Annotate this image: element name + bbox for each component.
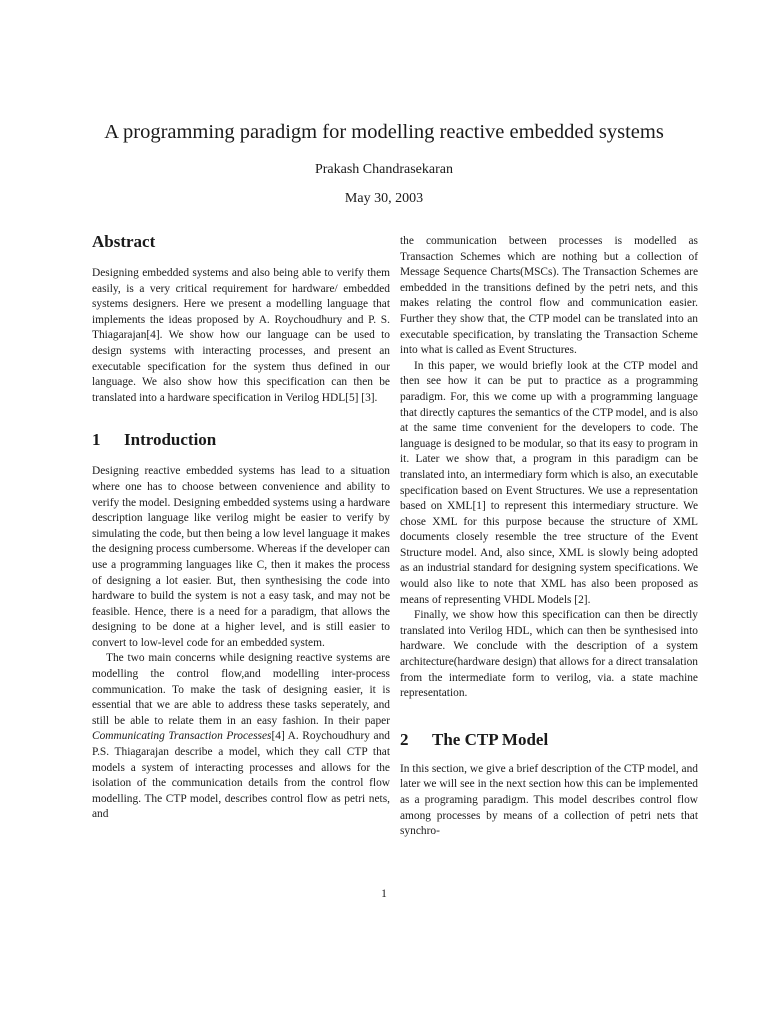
paper-author: Prakash Chandrasekaran [314,162,453,177]
cited-paper-title: Communicating Transaction Processes [92,730,272,743]
intro-paragraph-2-start: The two main concerns while designing reactive systems are modelling the control flow,and modelling inter-process communication. To make the task of designing easier, it is essential that we are able to address these tasks seperately, and still be able to relate them in an easy fashion. In their paper [92,652,390,727]
right-paragraph-2: In this paper, we would briefly look at the CTP model and then see how it can be put to practice as a programming paradigm. For, this we come up with a programming language that directly captures the semantics of the CTP model, and is also at the same time convenient for the developers to code. The language is designed to be modular, so that its easy to program in it. Later we show that, a program in this paradigm can be translated into, an intermediary form which is also, an executable specification based on Event Structures. We use a representation based on XML[1] to represent this intermediary structure. We chose XML for this purpose because the structure of XML documents closely resemble the tree structure of the Event Structure model. And, also since, XML is slowly being adopted as an industrial standard for designing system specifications. We would also like to note that XML has also been proposed as means of representing VHDL Models [2]. [400,359,698,606]
right-paragraph-1: the communication between processes is modelled as Transaction Schemes which are nothing but a collection of Message Sequence Charts(MSCs). The Transaction Schemes are embedded in the transitions defined by the petri nets, and this makes relating the control flow and communication easier. Further they show that, the CTP model can be translated into an executable specification, by translating the Transaction Scheme into what is called as Event Structures. [400,235,698,357]
intro-paragraph-2 [92,651,390,823]
abstract-heading: Abstract [92,232,156,251]
right-column [400,234,698,840]
ctp-paragraph-1: In this section, we give a brief description of the CTP model, and later we will see in the next section how this can be implemented as a programing paradigm. This model describes control flow among processes by means of a collection of petri nets that synchro- [400,762,698,838]
section-2-number: 2 [400,729,409,749]
page-number: 1 [381,888,387,900]
section-2-heading [400,728,698,752]
section-2-title: The CTP Model [432,729,549,749]
section-1-heading [92,428,390,452]
abstract-text: Designing embedded systems and also being able to verify them easily, is a very critical requirement for hardware/ embedded systems designers. Here we present a modelling language that implements the ideas proposed by A. Roychoudhury and P. S. Thiagarajan[4]. We show how our language can be used to design systems with interacting processes, and present an executable specification for the system thus defined in our language. We also show how this specification can then be translated into a hardware specification in Verilog HDL[5] [3]. [92,267,390,404]
paper-title: A programming paradigm for modelling reactive embedded systems [104,121,664,143]
section-1-number: 1 [92,430,101,450]
paper-date: May 30, 2003 [344,191,424,206]
section-1-title: Introduction [124,430,217,450]
right-paragraph-3: Finally, we show how this specification can then be directly translated into Verilog HDL, which can then be synthesised into hardware. We conclude with the description of a system architecture(hardware design) that allows for a direct transalation from the intermediate form to verilog, via. a state machine representation. [400,609,698,700]
intro-paragraph-1: Designing reactive embedded systems has lead to a situation where one has to choose between convenience and ability to verify the model. Designing embedded systems using a hardware description language like verilog might be easier to verify by simulating the code, but then being a low level language it makes the designing process cumbersome. Whereas if the developer can use a programming languages like C, then it makes the process of designing a lot easier. But, then synthesising the code into hardware to build the system is not a easy task, and may not be feasible. Hence, there is a need for a paradigm, that allows the designing to be done at a higher level, and is still easier to convert to low-level code for an embedded system. [92,465,390,649]
intro-paragraph-2-end: [4] A. Roychoudhury and P.S. Thiagarajan describe a model, which they call CTP that models a system of interacting processes and allows for the isolation of the communication details from the control flow modelling. The CTP model, describes control flow as petri nets, and [92,730,391,821]
left-column [92,230,390,823]
